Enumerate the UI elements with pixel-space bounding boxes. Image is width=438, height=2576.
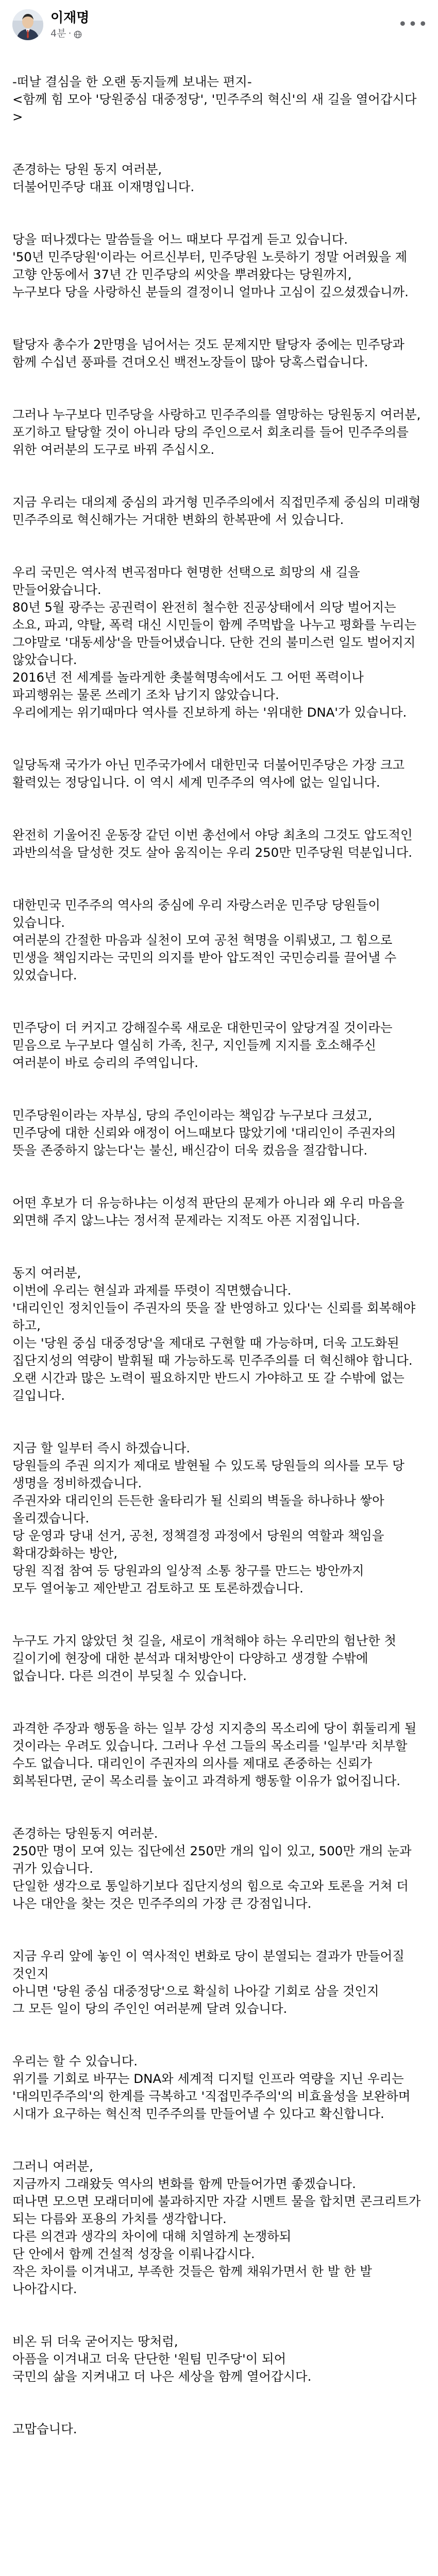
post-paragraph: 어떤 후보가 더 유능하냐는 이성적 판단의 문제가 아니라 왜 우리 마음을 외면해 주지 않느냐는 정서적 문제라는 지적도 아픈 지점입니다. (12, 1195, 405, 1228)
author-block (50, 10, 89, 40)
post-header (12, 0, 429, 49)
post-meta (50, 27, 89, 40)
post-time[interactable]: 4분 (50, 28, 66, 39)
post-paragraph: -떠날 결심을 한 오랜 동지들께 보내는 편지- <함께 힘 모아 '당원중심 대중정당', '민주주의 혁신'의 새 길을 열어갑시다> (12, 74, 417, 124)
post-body (12, 56, 424, 2473)
post-paragraph: 누구도 가지 않았던 첫 길을, 새로이 개척해야 하는 우리만의 험난한 첫 길이기에 현장에 대한 분석과 대처방안이 다양하고 생경할 수밖에 없습니다. 다른 의견이 부딪칠 수 있습니다. (12, 1633, 397, 1683)
post-paragraph: 지금 할 일부터 즉시 하겠습니다. 당원들의 주권 의지가 제대로 발현될 수 있도록 당원들의 의사를 모두 당 생명을 정비하겠습니다. 주권자와 대리인의 든든한 울타리가 될 신뢰의 벽돌을 하나하나 쌓아 올리겠습니다. 당 운영과 당내 선거, 공천, 정책결정 과정에서 당원의 역할과 책임을 확대강화하는 방안, 당원 직접 참여 등 당원과의 일상적 소통 창구를 만드는 방안까지 모두 열어놓고 제안받고 검토하고 또 토론하겠습니다. (12, 1440, 405, 1596)
post-paragraph: 우리는 할 수 있습니다. 위기를 기회로 바꾸는 DNA와 세계적 디지털 인프라 역량을 지닌 우리는 '대의민주주의'의 한계를 극복하고 '직접민주주의'의 비효율성을 보완하며 시대가 요구하는 혁신적 민주주의를 만들어낼 수 있다고 확신합니다. (12, 2054, 411, 2121)
post-paragraph: 탈당자 총수가 2만명을 넘어서는 것도 문제지만 탈당자 중에는 민주당과 함께 수십년 풍파를 견뎌오신 백전노장들이 많아 당혹스럽습니다. (12, 337, 405, 369)
post-paragraph: 지금 우리 앞에 놓인 이 역사적인 변화로 당이 분열되는 결과가 만들어질 것인지 아니면 '당원 중심 대중정당'으로 확실히 나아갈 기회로 삼을 것인지 그 모든 일이 당의 주인인 여러분께 달려 있습니다. (12, 1948, 405, 2016)
post-paragraph: 존경하는 당원 동지 여러분, 더불어민주당 대표 이재명입니다. (12, 162, 195, 194)
post-paragraph: 과격한 주장과 행동을 하는 일부 강성 지지층의 목소리에 당이 휘둘리게 될 것이라는 우려도 있습니다. 그러나 우선 그들의 목소리를 '일부'라 치부할 수도 없습니다. 대리인이 주권자의 의사를 제대로 존중하는 신뢰가 회복된다면, 굳이 목소리를 높이고 과격하게 행동할 이유가 없어집니다. (12, 1721, 417, 1788)
more-options-button[interactable] (398, 15, 429, 34)
post-paragraph: 존경하는 당원동지 여러분. 250만 명이 모여 있는 집단에선 250만 개의 입이 있고, 500만 개의 눈과 귀가 있습니다. 단일한 생각으로 통일하기보다 집단지성의 힘으로 숙고와 토론을 거쳐 더 나은 대안을 찾는 것은 민주주의의 가장 큰 강점입니다. (12, 1826, 412, 1911)
post-paragraph: 동지 여러분, 이번에 우리는 현실과 과제를 뚜렷이 직면했습니다. '대리인인 정치인들이 주권자의 뜻을 잘 반영하고 있다'는 신뢰를 회복해야 하고, 이는 '당원 중심 대중정당'을 제대로 구현할 때 가능하며, 더욱 고도화된 집단지성의 역량이 발휘될 때 가능하도록 민주주의를 더 혁신해야 합니다. 오랜 시간과 많은 노력이 필요하지만 반드시 가야하고 또 갈 수밖에 없는 길입니다. (12, 1265, 416, 1403)
post-paragraph: 일당독재 국가가 아닌 민주국가에서 대한민국 더불어민주당은 가장 크고 활력있는 정당입니다. 이 역시 세계 민주주의 역사에 없는 일입니다. (12, 757, 405, 790)
more-dots-icon: ••• (398, 15, 429, 33)
post-paragraph: 민주당이 더 커지고 강해질수록 새로운 대한민국이 앞당겨질 것이라는 믿음으로 누구보다 열심히 가족, 친구, 지인들께 지지를 호소해주신 여러분이 바로 승리의 주역입니다. (12, 1020, 393, 1070)
post-paragraph: 지금 우리는 대의제 중심의 과거형 민주주의에서 직접민주제 중심의 미래형 민주주의로 혁신해가는 거대한 변화의 한복판에 서 있습니다. (12, 495, 421, 527)
avatar[interactable] (12, 9, 43, 40)
post-paragraph: 고맙습니다. (12, 2421, 77, 2436)
post-paragraph: 완전히 기울어진 운동장 같던 이번 총선에서 야당 최초의 그것도 압도적인 과반의석을 달성한 것도 살아 움직이는 우리 250만 민주당원 덕분입니다. (12, 827, 413, 860)
post-paragraph: 그러나 누구보다 민주당을 사랑하고 민주주의를 열망하는 당원동지 여러분, 포기하고 탈당할 것이 아니라 당의 주인으로서 회초리를 들어 민주주의를 위한 여러분의 도구로 바꿔 주십시오. (12, 407, 421, 457)
post-paragraph: 당을 떠나겠다는 말씀들을 어느 때보다 무겁게 듣고 있습니다. '50년 민주당원'이라는 어르신부터, 민주당원 노릇하기 정말 어려웠을 제 고향 안동에서 37년 간 민주당의 씨앗을 뿌려왔다는 당원까지, 누구보다 당을 사랑하신 분들의 결정이니 얼마나 고심이 깊으셨겠습니까. (12, 232, 409, 299)
author-name[interactable]: 이재명 (50, 10, 90, 26)
post-paragraph: 비온 뒤 더욱 굳어지는 땅처럼, 아픔을 이겨내고 더욱 단단한 '원팀 민주당'이 되어 국민의 삶을 지켜내고 더 나은 세상을 함께 열어갑시다. (12, 2334, 312, 2384)
globe-icon[interactable] (74, 29, 82, 38)
meta-separator: · (68, 28, 72, 39)
post-paragraph: 우리 국민은 역사적 변곡점마다 현명한 선택으로 희망의 새 길을 만들어왔습니다. 80년 5월 광주는 공권력이 완전히 철수한 진공상태에서 의당 벌어지는 소요, 파괴, 약탈, 폭력 대신 시민들이 함께 주먹밥을 나누고 평화를 누리는 그야말로 '대동세상'을 만들어냈습니다. 단한 건의 불미스런 일도 벌어지지 않았습니다. 2016년 전 세계를 놀라게한 촛불혁명속에서도 그 어떤 폭력이나 파괴행위는 물론 쓰레기 조차 남기지 않았습니다. 우리에게는 위기때마다 역사를 진보하게 하는 '위대한 DNA'가 있습니다. (12, 565, 417, 720)
post-paragraph: 그러니 여러분, 지금까지 그래왔듯 역사의 변화를 함께 만들어가면 좋겠습니다. 떠나면 모으면 모래더미에 불과하지만 자갈 시멘트 물을 합치면 콘크리트가 되는 다름와 포용의 가치를 생각합니다. 다른 의견과 생각의 차이에 대해 치열하게 논쟁하되 단 안에서 함께 건설적 성장을 이뤄나갑시다. 작은 차이를 이겨내고, 부족한 것들은 함께 채워가면서 한 발 한 발 나아갑시다. (12, 2159, 421, 2296)
profile-photo-icon (12, 9, 43, 40)
post-paragraph: 대한민국 민주주의 역사의 중심에 우리 자랑스러운 민주당 당원들이 있습니다. 여러분의 간절한 마음과 실천이 모여 공천 혁명을 이뤄냈고, 그 힘으로 민생을 책임지라는 국민의 의지를 받아 압도적인 국민승리를 끌어낼 수 있었습니다. (12, 897, 397, 982)
post-paragraph: 민주당원이라는 자부심, 당의 주인이라는 책임감 누구보다 크셨고, 민주당에 대한 신뢰와 애정이 어느때보다 많았기에 '대리인이 주권자의 뜻을 존중하지 않는다'는 불신, 배신감이 더욱 컸음을 절감합니다. (12, 1108, 396, 1158)
